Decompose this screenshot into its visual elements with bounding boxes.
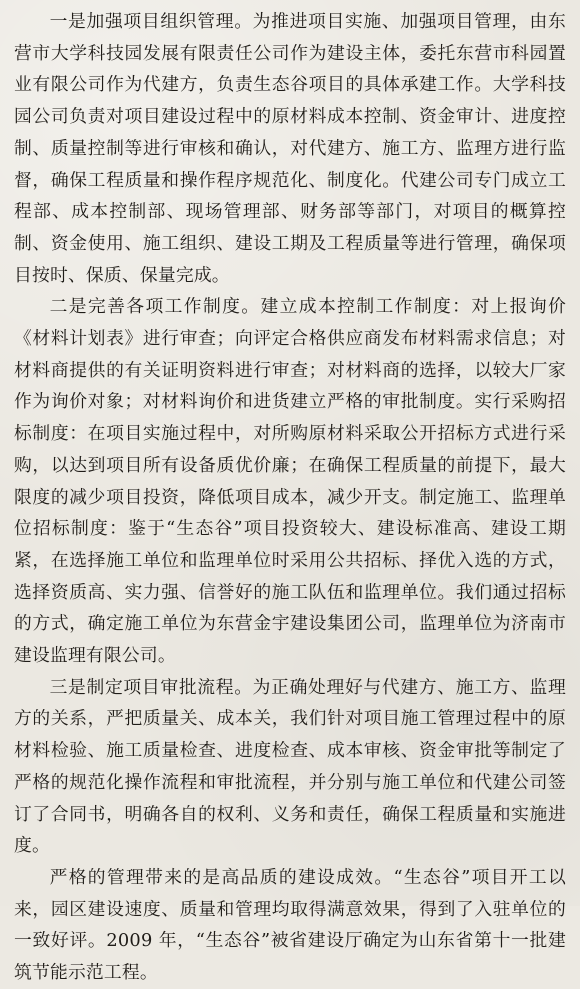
- paragraph-3: 三是制定项目审批流程。为正确处理好与代建方、施工方、监理方的关系，严把质量关、成本关，我们针对项目施工管理过程中的原材料检验、施工质量检查、进度检查、成本审核、资金审批等制定了严格的规范化操作流程和审批流程，并分别与施工单位和代建公司签订了合同书，明确各自的权利、义务和责任，确保工程质量和实施进度。: [14, 676, 566, 857]
- paragraph-1: 一是加强项目组织管理。为推进项目实施、加强项目管理，由东营市大学科技园发展有限责任公司作为建设主体，委托东营市科园置业有限公司作为代建方，负责生态谷项目的具体承建工作。大学科技园公司负责对项目建设过程中的原材料成本控制、资金审计、进度控制、质量控制等进行审核和确认，对代建方、施工方、监理方进行监督，确保工程质量和操作程序规范化、制度化。代建公司专门成立工程部、成本控制部、现场管理部、财务部等部门，对项目的概算控制、资金使用、施工组织、建设工期及工程质量等进行管理，确保项目按时、保质、保量完成。: [14, 11, 566, 286]
- paragraph-2: 二是完善各项工作制度。建立成本控制工作制度：对上报询价《材料计划表》进行审查；向评定合格供应商发布材料需求信息；对材料商提供的有关证明资料进行审查；对材料商的选择，以较大厂家作为询价对象；对材料询价和进货建立严格的审批制度。实行采购招标制度：在项目实施过程中，对所购原材料采取公开招标方式进行采购，以达到项目所有设备质优价廉；在确保工程质量的前提下，最大限度的减少项目投资，降低项目成本，减少开支。制定施工、监理单位招标制度：鉴于“生态谷”项目投资较大、建设标准高、建设工期紧，在选择施工单位和监理单位时采用公共招标、择优入选的方式，选择资质高、实力强、信誉好的施工队伍和监理单位。我们通过招标的方式，确定施工单位为东营金宇建设集团公司，监理单位为济南市建设监理有限公司。: [14, 296, 566, 667]
- paragraph-4: 严格的管理带来的是高品质的建设成效。“生态谷”项目开工以来，园区建设速度、质量和管理均取得满意效果，得到了入驻单位的一致好评。2009 年，“生态谷”被省建设厅确定为山东省第十一批建筑节能示范工程。: [14, 866, 566, 984]
